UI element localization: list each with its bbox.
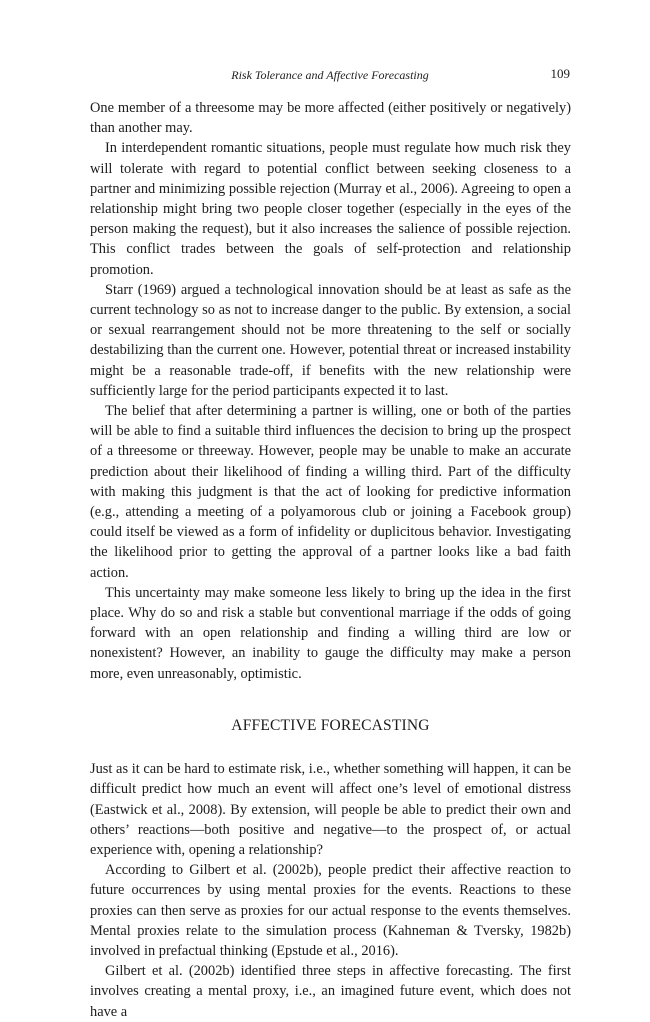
paragraph: The belief that after determining a partner is willing, one or both of the parties will be able to find a suitable third influences the decision to bring up the prospect of a threesome or threeway. However, people may be unable to make an accurate prediction about their likelihood of finding a willing third. Part of the difficulty with making this judgment is that the act of looking for predictive information (e.g., attending a meeting of a polyamorous club or joining a Facebook group) could itself be viewed as a form of infidelity or duplicitous behavior. Investigating the likelihood prior to getting the approval of a partner looks like a bad faith action.: [90, 403, 571, 581]
paragraph: Gilbert et al. (2002b) identified three steps in affective forecasting. The first involves creating a mental proxy, i.e., an imagined future event, which does not have a: [90, 963, 571, 1020]
page-number: 109: [550, 66, 570, 81]
section-heading: AFFECTIVE FORECASTING: [231, 716, 430, 734]
paragraph: In interdependent romantic situations, people must regulate how much risk they will tolerate with regard to potential conflict between seeking closeness to a partner and minimizing possible rejection (Murray et al., 2006). Agreeing to open a relationship might bring two people closer together (especially in the eyes of the person making the request), but it also increases the salience of possible rejection. This conflict trades between the goals of self-protection and relationship promotion.: [90, 140, 571, 278]
paragraph: One member of a threesome may be more affected (either positively or negatively) than another may.: [90, 100, 571, 137]
paragraph: Starr (1969) argued a technological innovation should be at least as safe as the current technology so as not to increase danger to the public. By extension, a social or sexual rearrangement should not be more threatening to the self or socially destabilizing than the current one. However, potential threat or increased instability might be a reasonable trade-off, if benefits with the new relationship were sufficiently large for the period participants expected it to last.: [90, 281, 571, 399]
paragraph: According to Gilbert et al. (2002b), people predict their affective reaction to future occurrences by using mental proxies for the events. Reactions to these proxies can then serve as proxies for our actual response to the events themselves. Mental proxies relate to the simulation process (Kahneman & Tversky, 1982b) involved in prefactual thinking (Epstude et al., 2016).: [90, 862, 571, 959]
paragraph: This uncertainty may make someone less likely to bring up the idea in the first place. Why do so and risk a stable but conventional marriage if the odds of going forward with an open relationship and finding a willing third are low or nonexistent? However, an inability to gauge the difficulty may make a person more, even unreasonably, optimistic.: [90, 584, 571, 682]
running-title: Risk Tolerance and Affective Forecasting: [231, 68, 429, 82]
paragraph: Just as it can be hard to estimate risk, i.e., whether something will happen, it can be difficult predict how much an event will affect one’s level of emotional distress (Eastwick et al., 2008). By extension, will people be able to predict their own and others’ reactions—both positive and negative—to the prospect of, or actual experience with, opening a relationship?: [90, 761, 571, 858]
running-head: [90, 66, 570, 86]
body-text: [90, 98, 571, 1022]
